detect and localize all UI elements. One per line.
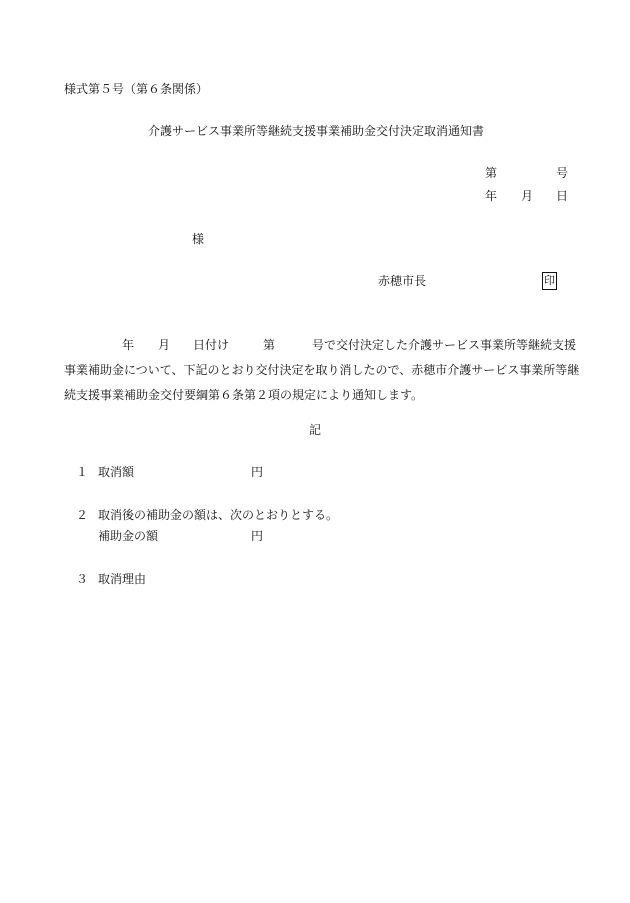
item-1-number: １ [76,465,89,479]
item-2-unit: 円 [251,529,264,543]
date-month: 月 [521,189,534,203]
body-line-2: 事業補助金について、下記のとおり交付決定を取り消したので、赤穂市介護サービス事業所等継 [64,363,580,377]
item-1-unit: 円 [251,465,264,479]
body-line-1 [64,338,577,364]
document-title: 介護サービス事業所等継続支援事業補助金交付決定取消通知書 [148,124,485,138]
seal-mark: 印 [542,272,557,290]
form-number: 様式第５号（第６条関係） [64,82,209,96]
body-month: 月 [158,338,171,352]
doc-number-suffix: 号 [556,166,569,180]
date-day: 日 [556,189,569,203]
body-year: 年 [122,338,135,352]
body-paragraph [64,338,580,414]
doc-number-prefix: 第 [485,166,498,180]
item-2-sub-label: 補助金の額 [98,529,159,543]
item-3-number: ３ [76,572,89,586]
date-year: 年 [485,189,498,203]
item-1-label: 取消額 [98,465,135,479]
body-dai: 第 [263,338,276,352]
ki-heading: 記 [309,423,322,437]
item-2-number: ２ [76,508,89,522]
item-2-label: 取消後の補助金の額は、次のとおりとする。 [98,508,339,522]
body-line-3: 続支援事業補助金交付要綱第６条第２項の規定により通知します。 [64,388,424,402]
body-dated: 日付け [193,338,230,352]
item-3-label: 取消理由 [98,572,147,586]
body-line-1-rest: 号で交付決定した介護サービス事業所等継続支援 [312,338,577,352]
addressee-honorific: 様 [192,232,205,246]
issuer-name: 赤穂市長 [378,274,427,288]
